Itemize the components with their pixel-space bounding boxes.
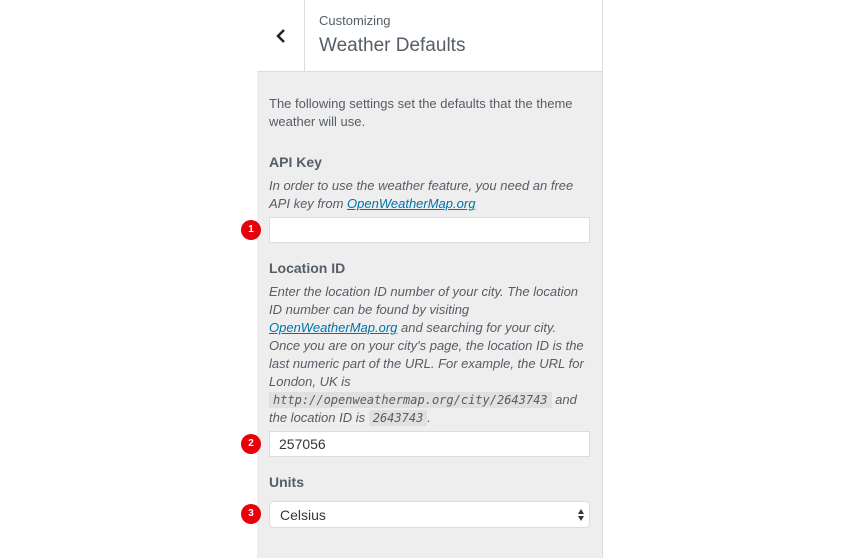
section-body (248, 95, 590, 528)
api-key-description: In order to use the weather feature, you need an free API key from OpenWeatherMap.org (269, 178, 574, 211)
panel-header (257, 0, 602, 72)
example-id: 2643743 (369, 410, 428, 426)
api-key-input[interactable] (269, 217, 590, 243)
annotation-badge-1: 1 (241, 220, 261, 240)
section-title: Weather Defaults (319, 35, 466, 56)
chevron-left-icon (276, 29, 286, 43)
location-id-description: Enter the location ID number of your city. The location ID number can be found by visiting OpenWeatherMap.org and searching for your city. Once you are on your city's page, the location ID is the last numeric part of the URL. For example, the URL for London, UK is http://openweathermap.org/city/2643743 and the location ID is 2643743 . (269, 284, 584, 425)
select-arrows-icon (577, 508, 585, 522)
units-selected-value: Celsius (280, 506, 326, 523)
location-id-input[interactable] (269, 431, 590, 457)
location-id-label: Location ID (269, 260, 346, 276)
annotation-badge-3: 3 (241, 504, 261, 524)
back-button[interactable] (257, 0, 305, 71)
units-select[interactable] (269, 501, 590, 528)
openweathermap-link[interactable]: OpenWeatherMap.org (269, 320, 398, 335)
annotation-badge-2: 2 (241, 434, 261, 454)
pre-title: Customizing (319, 13, 391, 28)
example-url: http://openweathermap.org/city/2643743 (269, 392, 552, 408)
intro-text: The following settings set the defaults that the theme weather will use. (269, 96, 573, 129)
customizer-panel (248, 0, 603, 558)
api-key-label: API Key (269, 154, 322, 170)
openweathermap-link[interactable]: OpenWeatherMap.org (347, 196, 476, 211)
units-label: Units (269, 474, 304, 490)
